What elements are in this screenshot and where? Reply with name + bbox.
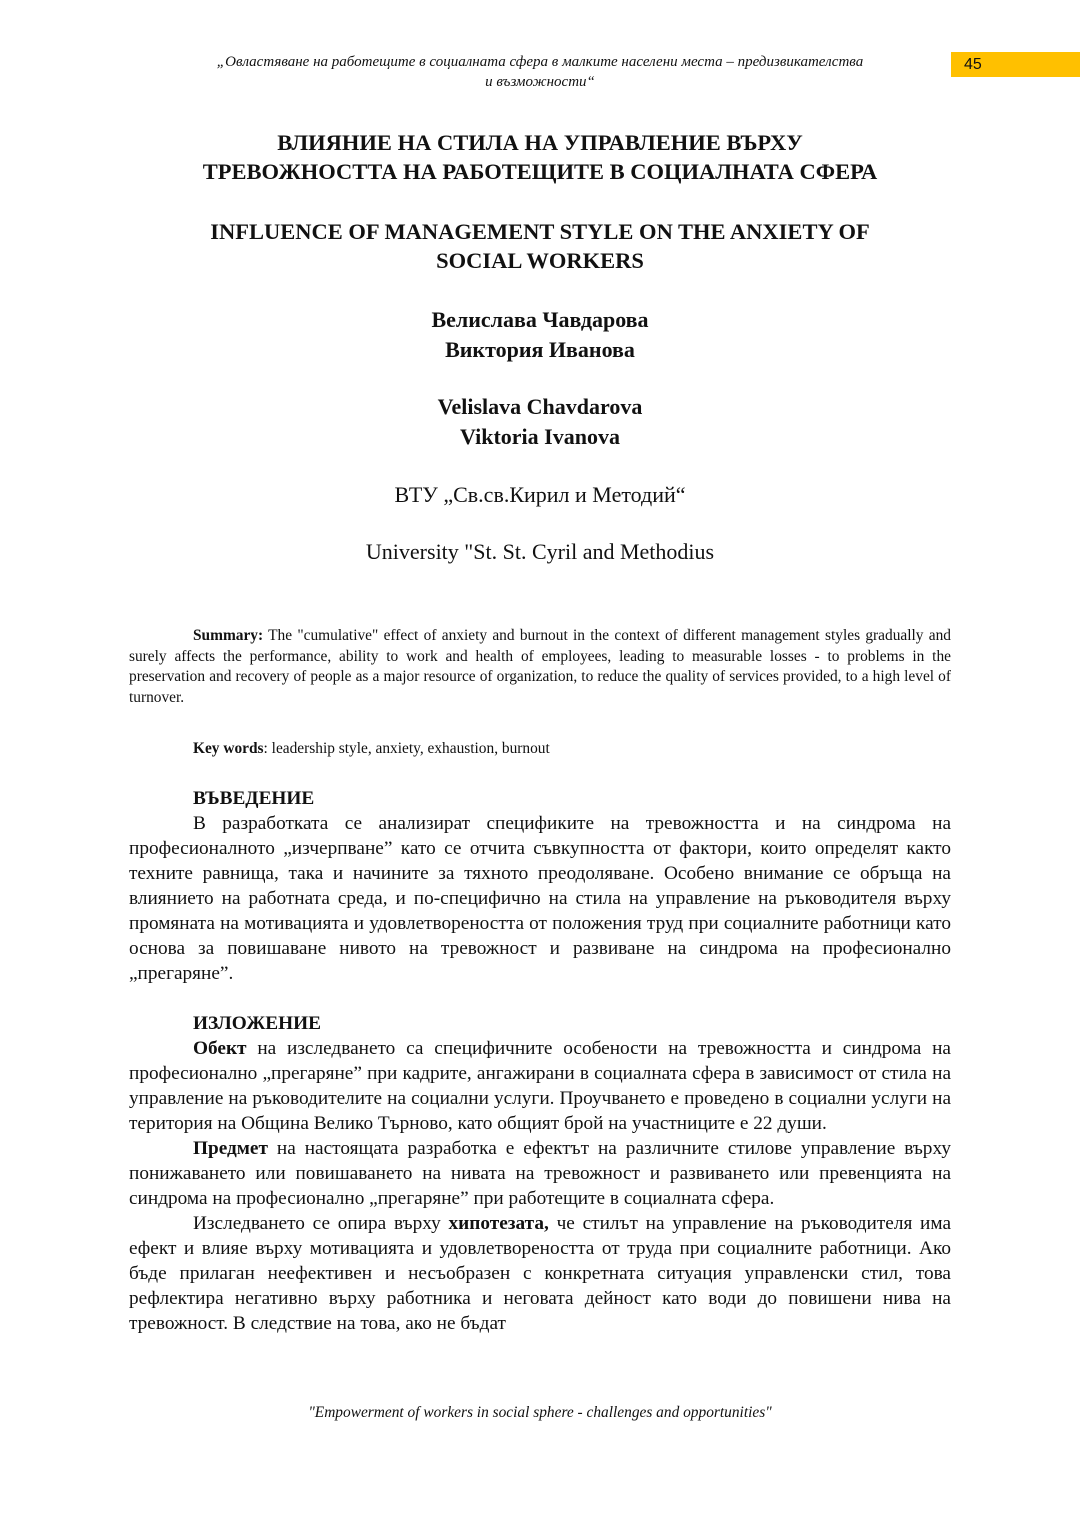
authors-english: [200, 392, 880, 452]
title-bg-line2: ТРЕВОЖНОСТТА НА РАБОТЕЩИТЕ В СОЦИАЛНАТА СФЕРА: [202, 159, 878, 184]
page-number: 45: [964, 56, 982, 73]
subject-paragraph: [129, 1136, 951, 1211]
paragraph-text: Изследването се опира върху: [193, 1213, 449, 1234]
running-footer: "Empowerment of workers in social sphere - challenges and opportunities": [308, 1404, 772, 1421]
summary-paragraph: [129, 626, 951, 708]
summary-label: Summary:: [193, 627, 264, 644]
author-name: Velislava Chavdarova: [437, 394, 643, 419]
paragraph-text: че стилът на управление на ръководителя има ефект и влияе върху мотивацията и удовлетвореността от труда при социалните работници. Ако бъде прилаган неефективен и несъобразен с конкретната ситуация управленски стил, това рефлектира негативно върху работника и неговата дейност като води до повишени нива на тревожност. В следствие на това, ако не бъдат: [129, 1213, 952, 1334]
keywords-label: Key words: [193, 740, 264, 757]
affiliation-bulgarian: ВТУ „Св.св.Кирил и Методий“: [394, 482, 686, 507]
title-bg-line1: ВЛИЯНИЕ НА СТИЛА НА УПРАВЛЕНИЕ ВЪРХУ: [277, 130, 803, 155]
keywords-line: [193, 739, 953, 759]
keywords-text: : leadership style, anxiety, exhaustion, burnout: [263, 740, 550, 757]
bold-term: хипотезата,: [448, 1213, 549, 1234]
title-english: [100, 217, 980, 275]
running-header: [140, 52, 940, 92]
running-header-line1: „Овластяване на работещите в социалната сфера в малките населени места – предизвикателства: [216, 54, 864, 70]
section-heading: ИЗЛОЖЕНИЕ: [193, 1013, 321, 1034]
bold-term: Обект: [193, 1038, 247, 1059]
paragraph-text: на настоящата разработка е ефектът на различните стилове управление върху понижаването или повишаването на нивата на тревожност и развиването или превенцията на синдрома на професионално „прегаряне” при работещите в социалната сфера.: [129, 1138, 951, 1209]
title-en-line2: SOCIAL WORKERS: [436, 248, 644, 273]
author-name: Велислава Чавдарова: [431, 307, 649, 332]
intro-paragraph: В разработката се анализират спецификите на тревожността и на синдрома на професионалното „изчерпване” като се отчита съвкупността от фактори, които определят както техните равнища, така и начините за тяхното преодоляване. Особено внимание се обръща на влиянието на работната среда, и по-специфично на стила на управление на ръководителя върху промяната на мотивацията и удовлетвореността от положения труд при социалните работници като основа за повишаване нивото на тревожност и развиване на синдрома на професионално „прегаряне”.: [129, 813, 951, 984]
paragraph-text: на изследването са специфичните особености на тревожността и синдрома на професионално „прегаряне” при кадрите, ангажирани в социалната сфера в зависимост от стила на управление на ръководителите на социални услуги. Проучването е проведено в социални услуги на територия на Община Велико Търново, като общият брой на участниците е 22 души.: [129, 1038, 951, 1134]
authors-bulgarian: [200, 305, 880, 365]
section-heading: ВЪВЕДЕНИЕ: [193, 788, 315, 809]
author-name: Viktoria Ivanova: [460, 424, 620, 449]
affiliation-english: University "St. St. Cyril and Methodius: [365, 539, 715, 564]
title-bulgarian: [100, 128, 980, 186]
summary-text: The "cumulative" effect of anxiety and burnout in the context of different management styles gradually and surely affects the performance, ability to work and health of employees, leading to measurable losses - to problems in the preservation and recovery of people as a major resource of organization, to reduce the quality of services provided, to a high level of turnover.: [129, 627, 951, 706]
title-en-line1: INFLUENCE OF MANAGEMENT STYLE ON THE ANXIETY OF: [210, 219, 870, 244]
exposition-section: [129, 1011, 951, 1336]
bold-term: Предмет: [193, 1138, 268, 1159]
page-number-badge: [951, 52, 1080, 77]
object-paragraph: [129, 1036, 951, 1136]
author-name: Виктория Иванова: [445, 337, 635, 362]
running-header-line2: и възможности“: [485, 74, 595, 90]
hypothesis-paragraph: [129, 1211, 951, 1336]
introduction-section: [129, 786, 951, 986]
